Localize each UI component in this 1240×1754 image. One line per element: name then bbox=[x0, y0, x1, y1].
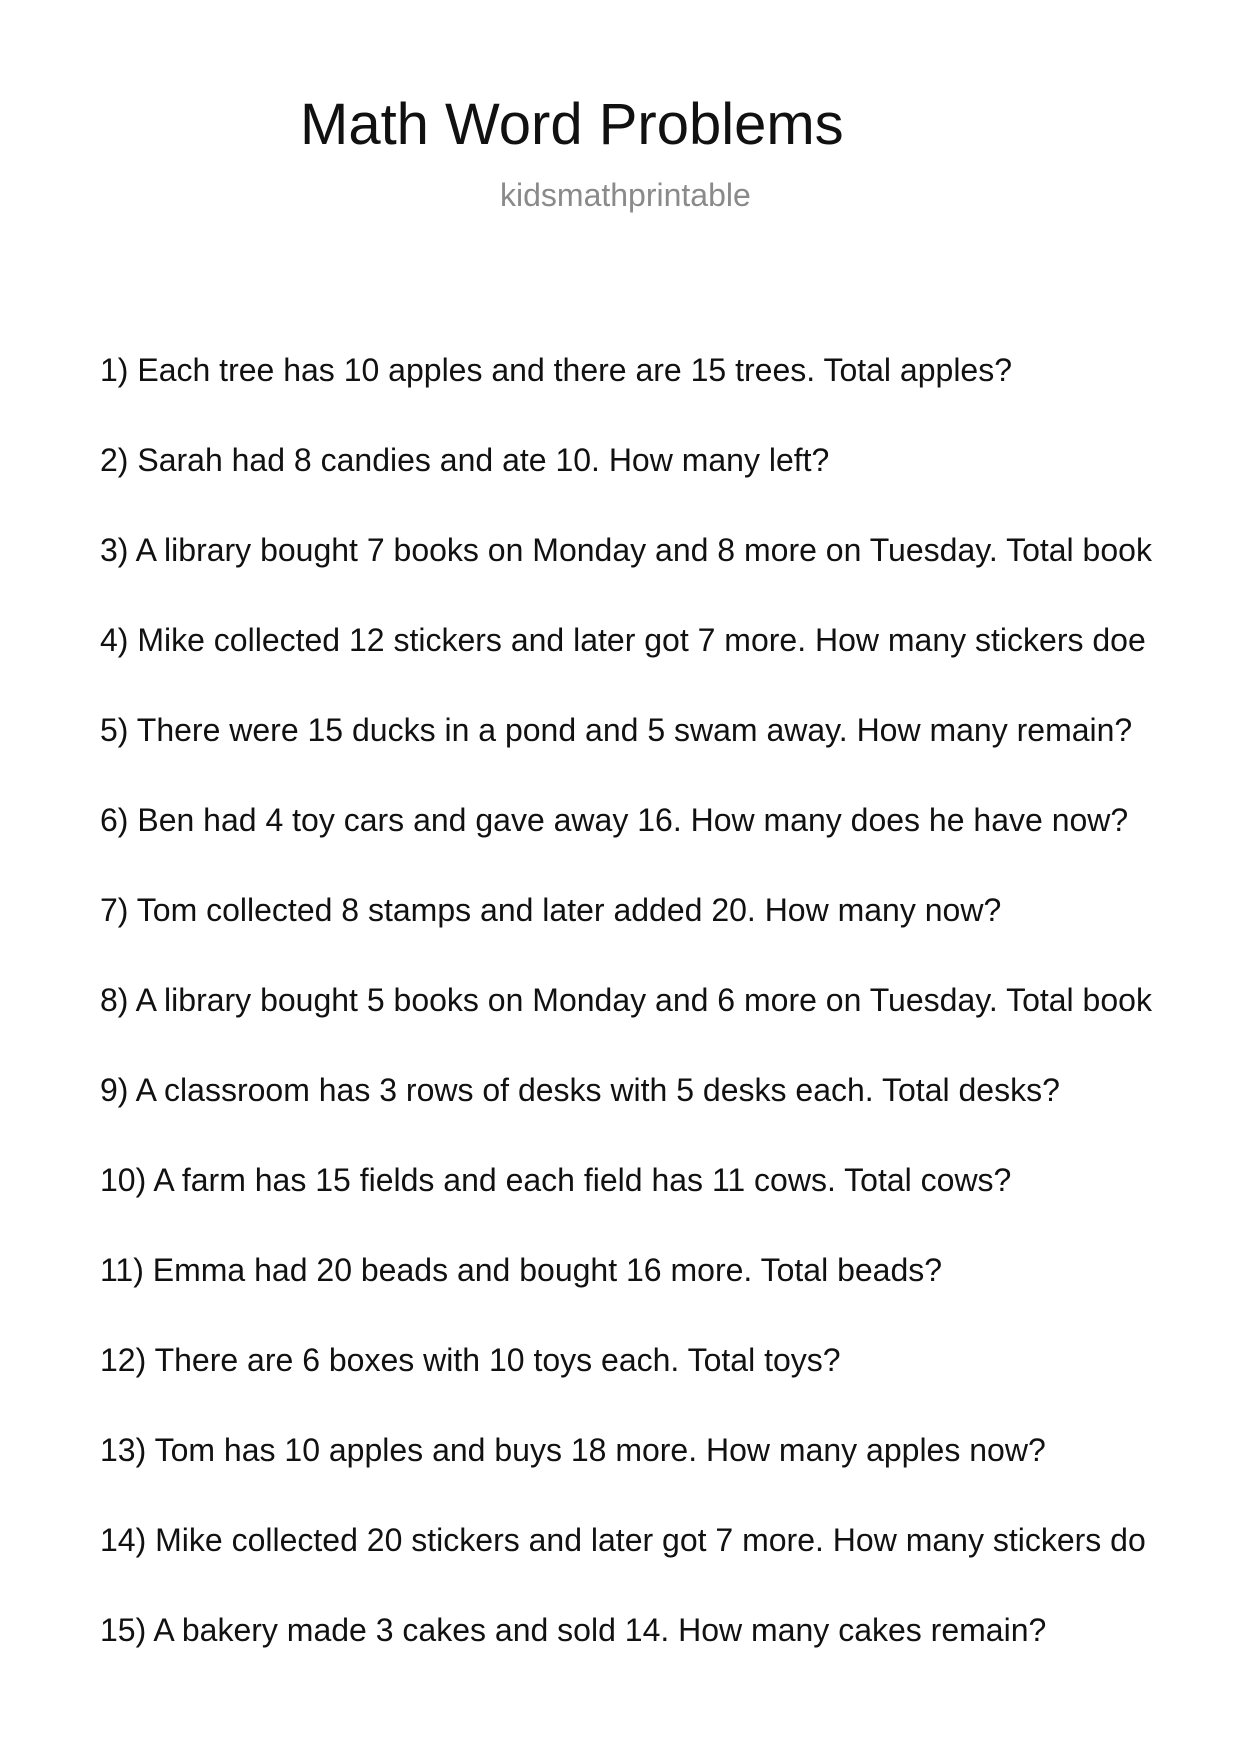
problem-item: 11) Emma had 20 beads and bought 16 more. Total beads? bbox=[100, 1252, 943, 1288]
problem-item: 4) Mike collected 12 stickers and later got 7 more. How many stickers doe bbox=[100, 622, 1146, 658]
problem-item: 15) A bakery made 3 cakes and sold 14. How many cakes remain? bbox=[100, 1612, 1047, 1648]
problem-item: 9) A classroom has 3 rows of desks with 5 desks each. Total desks? bbox=[100, 1072, 1060, 1108]
problem-item: 2) Sarah had 8 candies and ate 10. How many left? bbox=[100, 442, 830, 478]
problem-item: 12) There are 6 boxes with 10 toys each. Total toys? bbox=[100, 1342, 841, 1378]
problem-item: 6) Ben had 4 toy cars and gave away 16. How many does he have now? bbox=[100, 802, 1129, 838]
problem-item: 14) Mike collected 20 stickers and later got 7 more. How many stickers do bbox=[100, 1522, 1146, 1558]
problem-item: 3) A library bought 7 books on Monday and 8 more on Tuesday. Total book bbox=[100, 532, 1152, 568]
problem-item: 5) There were 15 ducks in a pond and 5 swam away. How many remain? bbox=[100, 712, 1133, 748]
problem-item: 1) Each tree has 10 apples and there are 15 trees. Total apples? bbox=[100, 352, 1013, 388]
problem-item: 13) Tom has 10 apples and buys 18 more. How many apples now? bbox=[100, 1432, 1046, 1468]
page-title: Math Word Problems bbox=[300, 92, 844, 157]
problem-item: 10) A farm has 15 fields and each field has 11 cows. Total cows? bbox=[100, 1162, 1012, 1198]
problem-item: 8) A library bought 5 books on Monday and 6 more on Tuesday. Total book bbox=[100, 982, 1152, 1018]
page-subtitle: kidsmathprintable bbox=[500, 177, 751, 213]
problem-item: 7) Tom collected 8 stamps and later added 20. How many now? bbox=[100, 892, 1002, 928]
problem-list bbox=[100, 345, 1240, 1695]
